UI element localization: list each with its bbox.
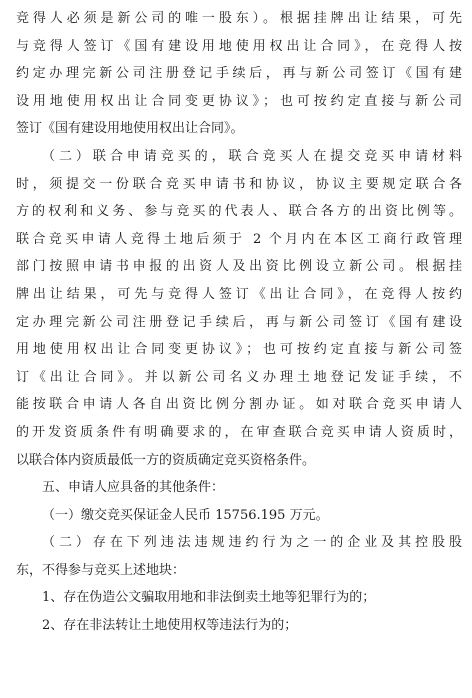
text-line: 设用地使用权出让合同变更协议》；也可按约定直接与新公司 (16, 93, 462, 109)
text-line: 订《出让合同》。并以新公司名义办理土地登记发证手续，不 (16, 369, 462, 385)
text-line: 竞得人必须是新公司的唯一股东）。根据挂牌出让结果，可先 (16, 11, 462, 26)
deposit-condition-line: （一）缴交竞买保证金人民币 15756.195 万元。 (42, 507, 329, 523)
text-line: 东，不得参与竞买上述地块： (16, 562, 186, 578)
list-item: 2、存在非法转让土地使用权等违法行为的； (42, 618, 298, 634)
text-line: 牌出让结果，可先与竞得人签订《出让合同》，在竞得人按约 (16, 286, 462, 302)
paragraph-heading-line: （二）存在下列违法违规违约行为之一的企业及其控股股 (42, 535, 462, 551)
text-line: 以联合体内资质最低一方的资质确定竞买资格条件。 (16, 452, 316, 468)
text-line: 定办理完新公司注册登记手续后，再与新公司签订《国有建设 (16, 314, 462, 330)
text-line: 能按联合申请人各自出资比例分割办证。如对联合竞买申请人 (16, 397, 462, 413)
section-heading: 五、申请人应具备的其他条件： (42, 480, 225, 496)
paragraph-heading-line: （二）联合申请竞买的，联合竞买人在提交竞买申请材料 (42, 148, 462, 164)
text-line: 用地使用权出让合同变更协议》；也可按约定直接与新公司签 (16, 342, 462, 358)
text-line: 约定办理完新公司注册登记手续后，再与新公司签订《国有建 (16, 66, 462, 82)
text-line: 联合竞买申请人竞得土地后须于 2 个月内在本区工商行政管理 (16, 231, 462, 247)
text-line: 签订《国有建设用地使用权出让合同》。 (16, 121, 244, 137)
text-line: 的开发资质条件有明确要求的，在审查联合竞买申请人资质时， (16, 424, 462, 440)
text-line: 时，须提交一份联合竞买申请书和协议，协议主要规定联合各 (16, 176, 462, 192)
text-line: 方的权利和义务、参与竞买的代表人、联合各方的出资比例等。 (16, 204, 462, 220)
list-item: 1、存在伪造公文骗取用地和非法倒卖土地等犯罪行为的； (42, 590, 376, 606)
text-line: 部门按照申请书申报的出资人及出资比例设立新公司。根据挂 (16, 259, 462, 275)
text-line: 与竞得人签订《国有建设用地使用权出让合同》，在竞得人按 (16, 38, 462, 54)
